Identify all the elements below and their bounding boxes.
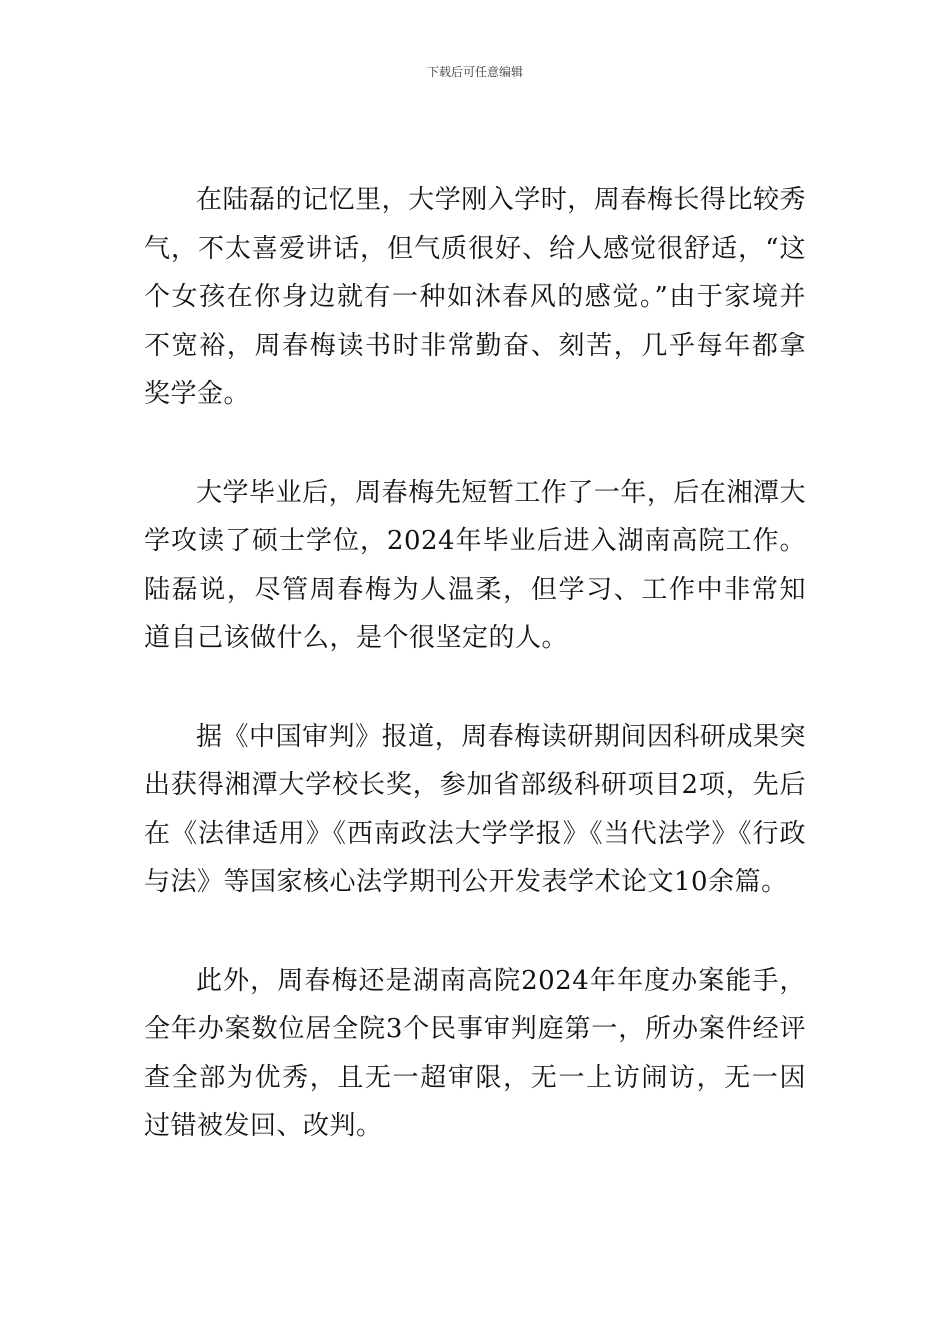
header-note: 下载后可任意编辑 (426, 65, 523, 79)
paragraph-1: 在陆磊的记忆里，大学刚入学时，周春梅长得比较秀气，不太喜爱讲话，但气质很好、给人感觉很舒适，“这个女孩在你身边就有一种如沐春风的感觉。”由于家境并不宽裕，周春梅读书时非常勤奋、刻苦，几乎每年都拿奖学金。 (144, 185, 806, 409)
paragraph-4: 此外，周春梅还是湖南高院2024年年度办案能手，全年办案数位居全院3个民事审判庭第一，所办案件经评查全部为优秀，且无一超审限，无一上访闹访，无一因过错被发回、改判。 (144, 965, 806, 1141)
paragraph-2: 大学毕业后，周春梅先短暂工作了一年，后在湘潭大学攻读了硕士学位，2024年毕业后进入湖南高院工作。陆磊说，尽管周春梅为人温柔，但学习、工作中非常知道自己该做什么，是个很坚定的人。 (144, 477, 806, 653)
paragraph-3: 据《中国审判》报道，周春梅读研期间因科研成果突出获得湘潭大学校长奖，参加省部级科研项目2项，先后在《法律适用》《西南政法大学学报》《当代法学》《行政与法》等国家核心法学期刊公开发表学术论文10余篇。 (144, 721, 806, 897)
document-body (144, 176, 806, 1151)
